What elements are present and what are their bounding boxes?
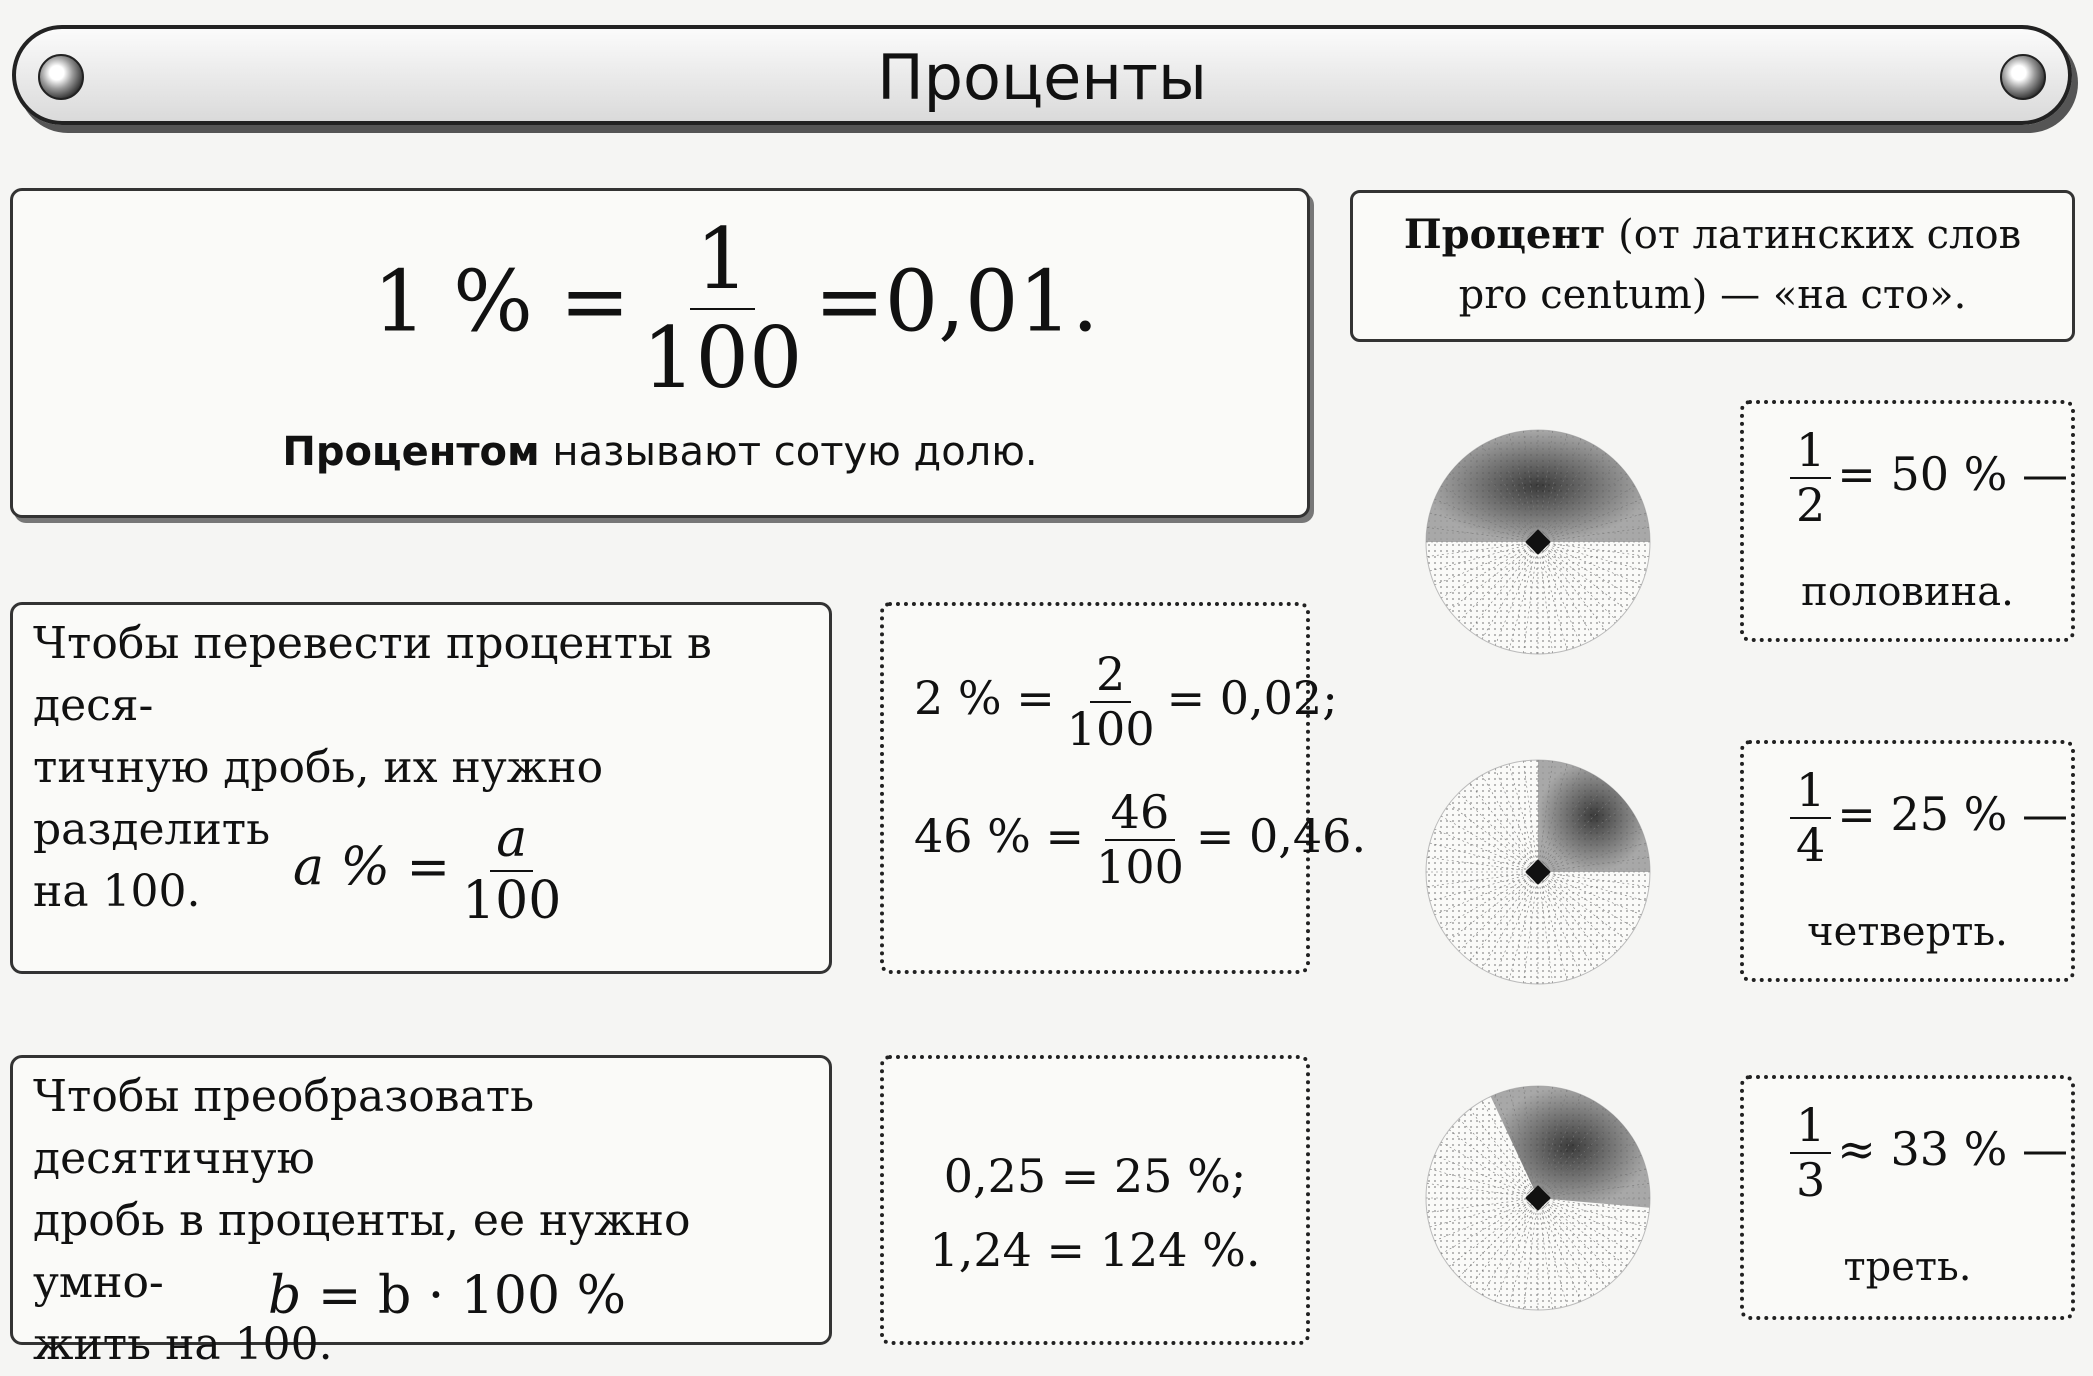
definition-rest: называют сотую долю. [539,429,1038,475]
equation-lhs: 1 % [373,252,533,351]
etymology-term: Процент [1403,211,1606,258]
page-title: Проценты [877,41,1207,114]
equation-fraction [636,211,808,406]
circle-shaded-sector [1538,760,1650,872]
equation-numerator: 1 [690,211,755,310]
fraction-box-quarter: $\frac{1}{4}$ = 25 % — четверть. [1740,740,2075,982]
rule-line: тичную дробь, их нужно разделить [33,742,604,855]
etymology-box [1350,190,2075,342]
fraction-circle [1426,760,1650,984]
fraction-word: половина. [1801,569,2014,615]
example-row: 2 % = $\frac{2}{100}$ = 0,02; [914,647,1338,756]
fraction-word: четверть. [1807,909,2008,955]
rule-line: жить на 100. [33,1319,333,1370]
example-row: 0,25 = 25 %; [943,1149,1247,1203]
fraction-circle [1426,1086,1650,1310]
example-row: 1,24 = 124 %. [929,1223,1261,1277]
example-row: 46 % = $\frac{46}{100}$ = 0,46. [914,785,1367,894]
to-decimal-rule-box [10,602,832,974]
fraction-circles [1390,380,1720,1330]
to-percent-formula: b = b · 100 % [268,1266,627,1326]
equation-denominator: 100 [642,308,803,407]
title-banner [12,25,2072,125]
fraction-box-half: $\frac{1}{2}$ = 50 % — половина. [1740,400,2075,642]
fraction-circle [1426,430,1650,654]
rule-line: на 100. [33,866,201,917]
definition-term: Процентом [282,429,540,475]
definition-box [10,188,1310,518]
fraction-circles-svg [1390,380,1720,1330]
etymology-rest: (от латинских слов [1605,212,2022,258]
rule-line: Чтобы преобразовать десятичную [33,1071,535,1184]
rule-line: Чтобы перевести проценты в деся- [33,618,712,731]
fraction-box-third: $\frac{1}{3}$ ≈ 33 % — треть. [1740,1075,2075,1320]
to-decimal-examples-box [880,602,1367,974]
definition-text [13,429,1307,475]
to-percent-examples-box [880,1055,1310,1345]
fraction-word: треть. [1843,1244,1972,1290]
definition-equation: 1 % = $\frac{1}{100}$ =0,01. [373,210,1099,407]
etymology-line-2: pro centum) — «на сто». [1458,272,1967,318]
rivet-icon [2000,54,2046,100]
rule-line: дробь в проценты, ее нужно умно- [33,1195,691,1308]
to-percent-rule-box [10,1055,832,1370]
to-decimal-formula: a % = $\frac{a}{100}$ [293,809,562,931]
equation-rhs: 0,01. [884,252,1099,351]
